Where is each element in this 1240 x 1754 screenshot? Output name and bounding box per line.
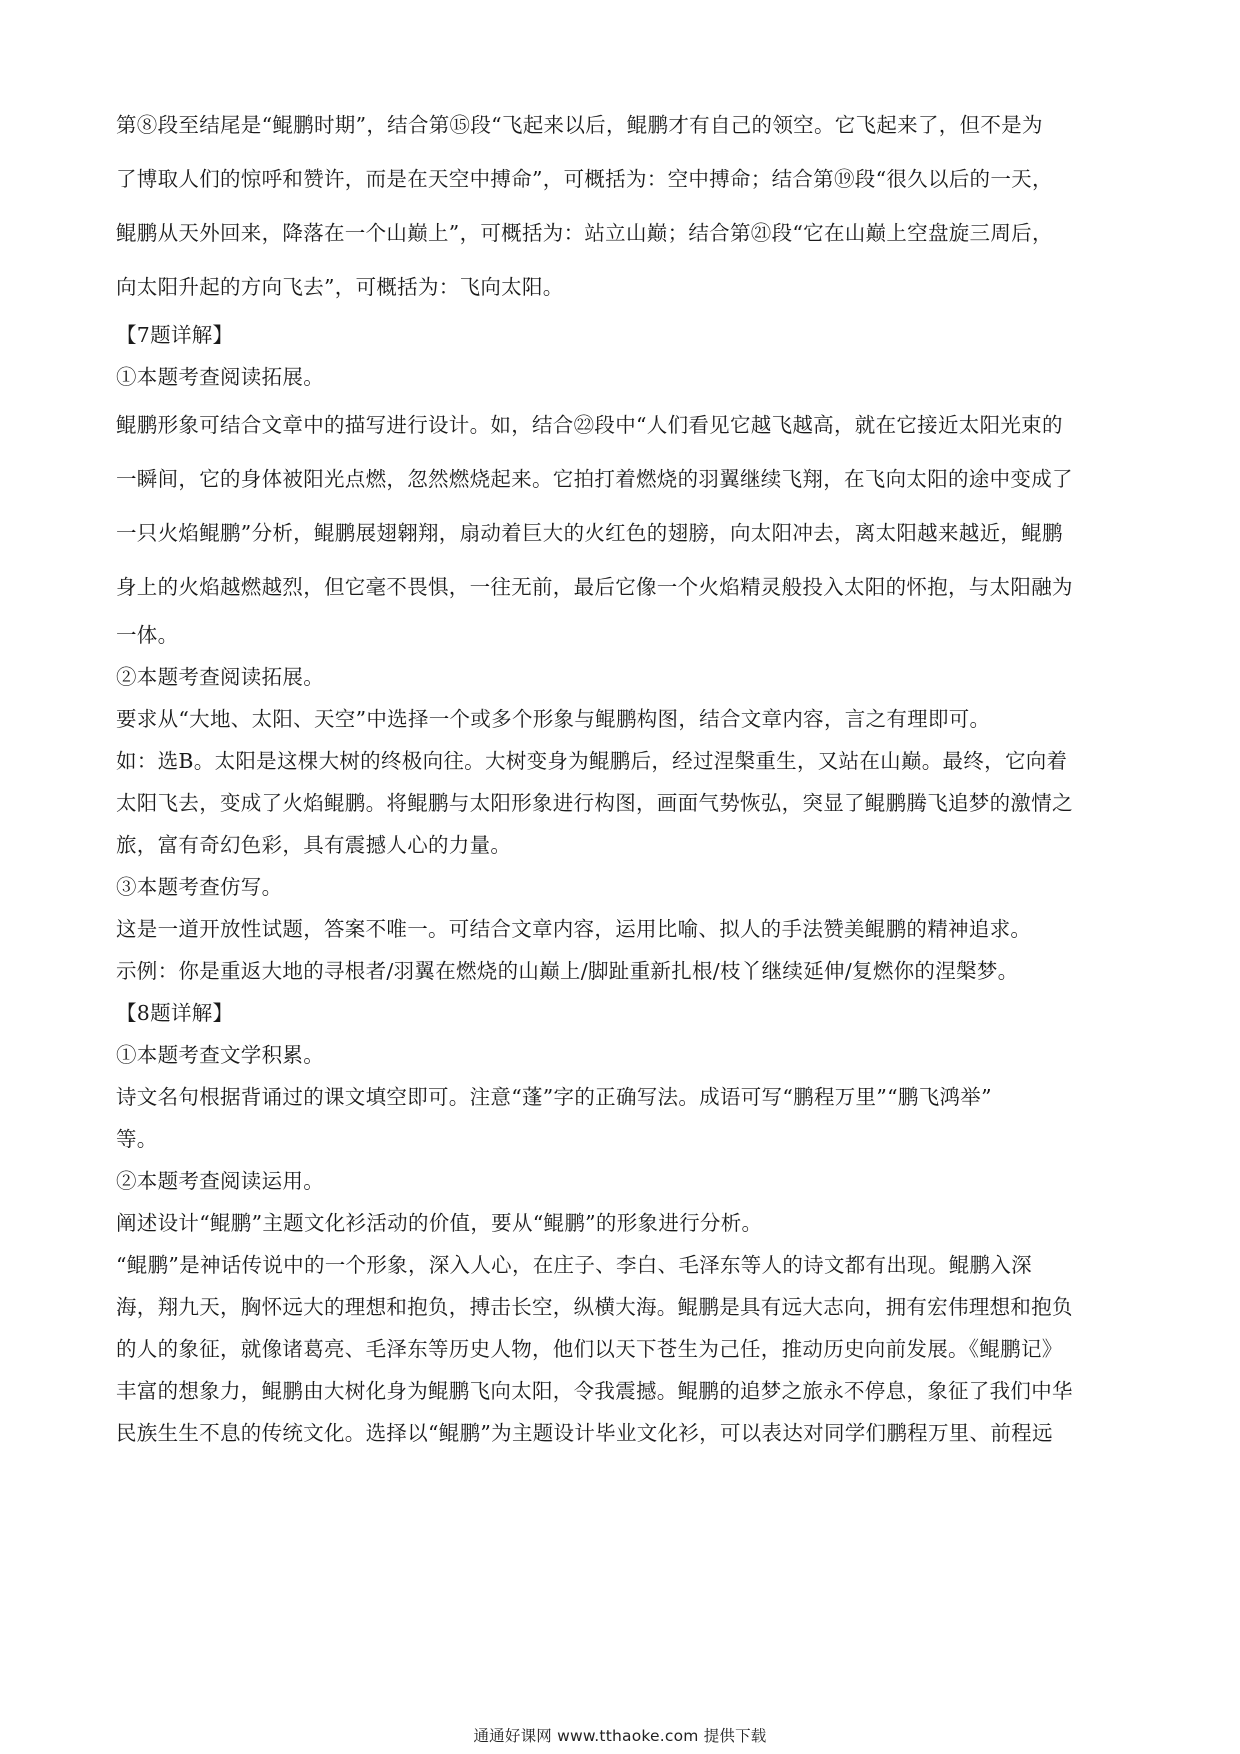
paragraph-group-d	[116, 614, 1126, 1454]
text-line: 的人的象征，就像诸葛亮、毛泽东等历史人物，他们以天下苍生为己任，推动历史向前发展。《鲲鹏记》	[116, 1337, 1063, 1361]
text-line: 太阳飞去，变成了火焰鲲鹏。将鲲鹏与太阳形象进行构图，画面气势恢弘，突显了鲲鹏腾飞追梦的激情之	[116, 791, 1073, 815]
text-line: 这是一道开放性试题，答案不唯一。可结合文章内容，运用比喻、拟人的手法赞美鲲鹏的精神追求。	[116, 917, 1032, 941]
text-line: 一体。	[116, 623, 179, 647]
text-line: 鲲鹏从天外回来，降落在一个山巅上”，可概括为：站立山巅；结合第㉑段“它在山巅上空盘旋三周后，	[116, 221, 1053, 245]
text-line: 鲲鹏形象可结合文章中的描写进行设计。如，结合㉒段中“人们看见它越飞越高，就在它接近太阳光束的	[116, 413, 1063, 437]
text-line: 身上的火焰越燃越烈，但它毫不畏惧，一往无前，最后它像一个火焰精灵般投入太阳的怀抱，与太阳融为	[116, 575, 1073, 599]
text-line: 一瞬间，它的身体被阳光点燃，忽然燃烧起来。它拍打着燃烧的羽翼继续飞翔，在飞向太阳的途中变成了	[116, 467, 1073, 491]
text-line: ①本题考查文学积累。	[116, 1043, 324, 1067]
text-line: ①本题考查阅读拓展。	[116, 365, 324, 389]
text-line: ③本题考查仿写。	[116, 875, 283, 899]
text-line: 丰富的想象力，鲲鹏由大树化身为鲲鹏飞向太阳，令我震撼。鲲鹏的追梦之旅永不停息，象征了我们中华	[116, 1379, 1073, 1403]
section-heading: 【7题详解】	[116, 323, 234, 347]
paragraph-group-a	[116, 98, 1126, 314]
page-footer: 通通好课网 www.tthaoke.com 提供下载	[473, 1727, 767, 1745]
text-line: “鲲鹏”是神话传说中的一个形象，深入人心，在庄子、李白、毛泽东等人的诗文都有出现。鲲鹏入深	[116, 1253, 1032, 1277]
text-line: ②本题考查阅读拓展。	[116, 665, 324, 689]
text-line: 要求从“大地、太阳、天空”中选择一个或多个形象与鲲鹏构图，结合文章内容，言之有理即可。	[116, 707, 991, 731]
document-body	[116, 98, 1126, 1454]
text-line: 海，翔九天，胸怀远大的理想和抱负，搏击长空，纵横大海。鲲鹏是具有远大志向，拥有宏伟理想和抱负	[116, 1295, 1073, 1319]
text-line: 旅，富有奇幻色彩，具有震撼人心的力量。	[116, 833, 512, 857]
text-line: ②本题考查阅读运用。	[116, 1169, 324, 1193]
paragraph-group-b	[116, 314, 1126, 398]
text-line: 如：选B。太阳是这棵大树的终极向往。大树变身为鲲鹏后，经过涅槃重生，又站在山巅。最终，它向着	[116, 749, 1068, 773]
text-line: 第⑧段至结尾是“鲲鹏时期”，结合第⑮段“飞起来以后，鲲鹏才有自己的领空。它飞起来了，但不是为	[116, 113, 1043, 137]
text-line: 民族生生不息的传统文化。选择以“鲲鹏”为主题设计毕业文化衫，可以表达对同学们鹏程万里、前程远	[116, 1421, 1053, 1445]
paragraph-group-c	[116, 398, 1126, 614]
text-line: 了博取人们的惊呼和赞许，而是在天空中搏命”，可概括为：空中搏命；结合第⑲段“很久以后的一天，	[116, 167, 1053, 191]
text-line: 阐述设计“鲲鹏”主题文化衫活动的价值，要从“鲲鹏”的形象进行分析。	[116, 1211, 763, 1235]
text-line: 诗文名句根据背诵过的课文填空即可。注意“蓬”字的正确写法。成语可写“鹏程万里”“鹏飞鸿举”	[116, 1085, 992, 1109]
text-line: 示例：你是重返大地的寻根者/羽翼在燃烧的山巅上/脚趾重新扎根/枝丫继续延伸/复燃你的涅槃梦。	[116, 959, 1019, 983]
section-heading: 【8题详解】	[116, 1001, 234, 1025]
text-line: 向太阳升起的方向飞去”，可概括为：飞向太阳。	[116, 275, 564, 299]
text-line: 等。	[116, 1127, 158, 1151]
text-line: 一只火焰鲲鹏”分析，鲲鹏展翅翱翔，扇动着巨大的火红色的翅膀，向太阳冲去，离太阳越来越近，鲲鹏	[116, 521, 1063, 545]
